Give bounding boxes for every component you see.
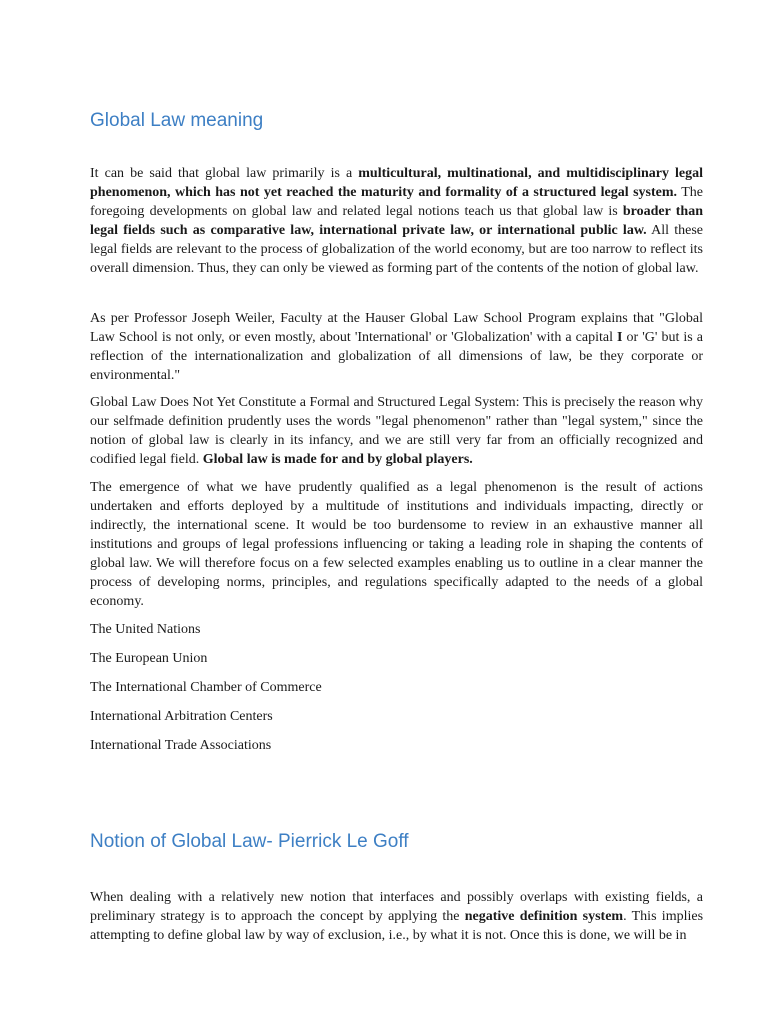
paragraph-text: It can be said that global law primarily is a bbox=[90, 166, 359, 181]
list-item-united-nations: The United Nations bbox=[90, 622, 201, 637]
section-heading-global-law-meaning: Global Law meaning bbox=[90, 110, 264, 131]
paragraph-not-formal-system bbox=[90, 393, 703, 469]
bold-text: negative definition system bbox=[464, 909, 624, 924]
paragraph-text: When dealing with a relatively new notion that interfaces and possibly overlaps with existing fields, a preliminary strategy is to approach the concept by applying the bbox=[90, 890, 703, 924]
list-item-arbitration-centers: International Arbitration Centers bbox=[90, 709, 273, 724]
paragraph-text: As per Professor Joseph Weiler, Faculty at the Hauser Global Law School Program explains that "Global Law School is not only, or even mostly, about 'International' or 'Globalization' with a capital bbox=[90, 311, 703, 345]
paragraph-text: The foregoing developments on global law and related legal notions teach us that global law is bbox=[90, 185, 703, 219]
paragraph-definition bbox=[90, 164, 703, 278]
bold-text: I bbox=[617, 330, 623, 345]
paragraph-negative-definition bbox=[90, 888, 703, 945]
paragraph-text: or 'G' but is a reflection of the internationalization and globalization of all dimensions of law, be they corporate or environmental." bbox=[90, 330, 703, 383]
paragraph-weiler-quote bbox=[90, 309, 703, 385]
bold-text: multicultural, multinational, and multidisciplinary legal phenomenon, which has not yet reached the maturity and formality of a structured legal system. bbox=[90, 166, 704, 200]
paragraph-emergence: The emergence of what we have prudently qualified as a legal phenomenon is the result of actions undertaken and efforts deployed by a multitude of institutions and individuals impacting, directly or indirectly, the international scene. It would be too burdensome to review in an exhaustive manner all institutions and groups of legal professions influencing or taking a leading role in shaping the contents of global law. We will therefore focus on a few selected examples enabling us to outline in a clear manner the process of developing norms, principles, and regulations specifically adapted to the needs of a global economy. bbox=[90, 480, 703, 609]
paragraph-text: Global Law Does Not Yet Constitute a Formal and Structured Legal System: This is precisely the reason why our selfmade definition prudently uses the words "legal phenomenon" rather than "legal system," since the notion of global law is clearly in its infancy, and we are still very far from an officially recognized and codified legal field. bbox=[90, 395, 703, 467]
list-item-trade-associations: International Trade Associations bbox=[90, 738, 272, 753]
section-heading-notion-of-global-law: Notion of Global Law- Pierrick Le Goff bbox=[90, 831, 409, 852]
paragraph-text: All these legal fields are relevant to the process of globalization of the world economy, but are too narrow to reflect its overall dimension. Thus, they can only be viewed as forming part of the contents of the notion of global law. bbox=[90, 223, 703, 276]
bold-text: Global law is made for and by global players. bbox=[202, 452, 473, 467]
list-item-european-union: The European Union bbox=[90, 651, 208, 666]
paragraph-text: . This implies attempting to define global law by way of exclusion, i.e., by what it is not. Once this is done, we will be in bbox=[90, 909, 704, 943]
bold-text: broader than legal fields such as comparative law, international private law, or international public law. bbox=[90, 204, 703, 238]
list-item-icc: The International Chamber of Commerce bbox=[90, 680, 322, 695]
